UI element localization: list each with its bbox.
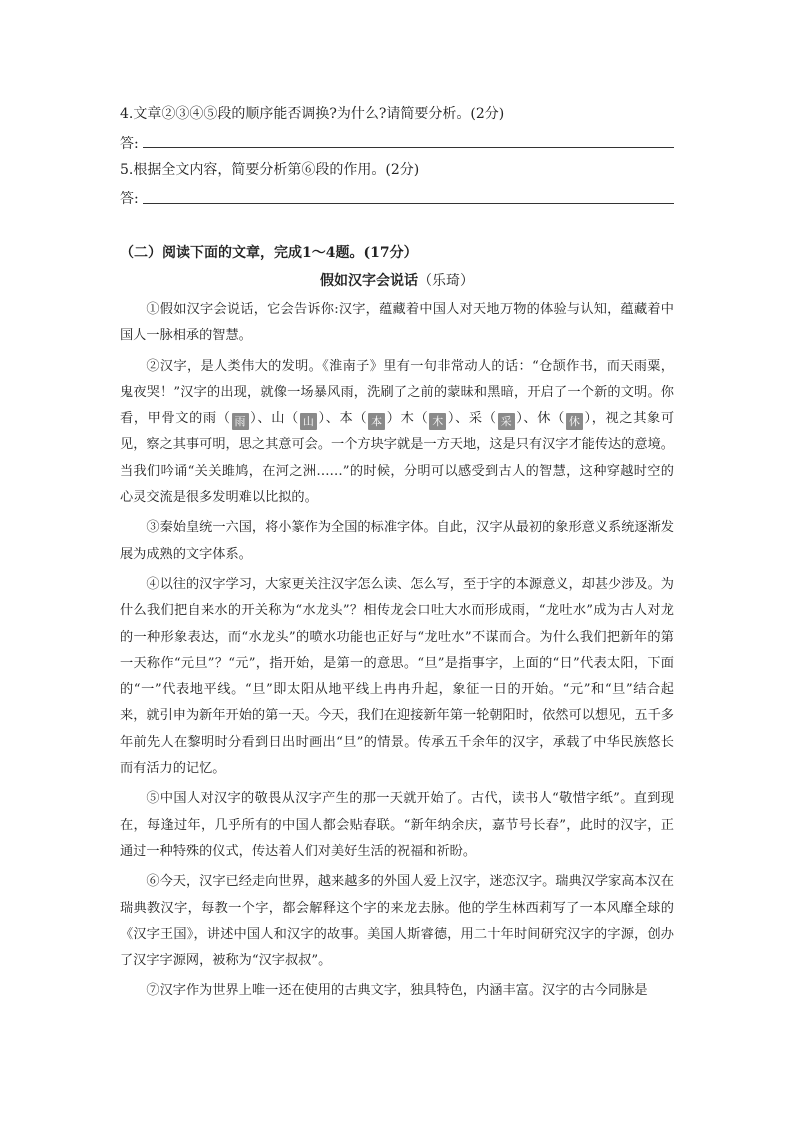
- question-4: 4.文章②③④⑤段的顺序能否调换?为什么?请简要分析。(2分): [120, 106, 505, 122]
- paragraph-2-text: ）、采（: [447, 411, 497, 427]
- article-author: （乐琦）: [418, 273, 474, 289]
- answer-5-line[interactable]: [143, 203, 674, 204]
- paragraph-2-text: ）、山（: [249, 411, 299, 427]
- paragraph-6: ⑥今天，汉字已经走向世界，越来越多的外国人爱上汉字，迷恋汉字。瑞典汉学家高本汉在瑞典教汉字，每教一个字，都会解释这个字的来龙去脉。他的学生林西莉写了一本风靡全球的《汉字王国》，讲述中国人和汉字的故事。美国人斯睿德，用二十年时间研究汉字的字源，创办了汉字字源网，被称为“汉字叔叔”。: [120, 874, 674, 969]
- paragraph-7: ⑦汉字作为世界上唯一还在使用的古典文字，独具特色，内涵丰富。汉字的古今同脉是: [146, 983, 648, 999]
- question-5: 5.根据全文内容，简要分析第⑥段的作用。(2分): [120, 162, 420, 178]
- answer-4-line[interactable]: [143, 147, 674, 148]
- paragraph-2-text: ）木（: [386, 411, 429, 427]
- paragraph-2-text: ）、休（: [515, 411, 565, 427]
- oracle-pick-glyph-icon: 采: [498, 413, 515, 430]
- oracle-root-glyph-icon: 本: [368, 413, 385, 430]
- paragraph-4: ④以往的汉字学习，大家更关注汉字怎么读、怎么写，至于字的本源意义，却甚少涉及。为什么我们把自来水的开关称为“水龙头”？相传龙会口吐大水而形成雨，“龙吐水”成为古人对龙的一种形象表达，而“水龙头”的喷水功能也正好与“龙吐水”不谋而合。为什么我们把新年的第一天称作“元旦”？“元”，指开始，是第一的意思。“旦”是指事字，上面的“日”代表太阳，下面的“一”代表地平线。“旦”即太阳从地平线上冉冉升起，象征一日的开始。“元”和“旦”结合起来，就引申为新年开始的第一天。今天，我们在迎接新年第一轮朝阳时，依然可以想见，五千多年前先人在黎明时分看到日出时画出“旦”的情景。传承五千余年的汉字，承载了中华民族悠长而有活力的记忆。: [120, 576, 674, 777]
- paragraph-1: ①假如汉字会说话，它会告诉你:汉字，蕴藏着中国人对天地万物的体验与认知，蕴藏着中国人一脉相承的智慧。: [120, 302, 674, 344]
- article-title: 假如汉字会说话: [320, 273, 418, 289]
- oracle-rain-glyph-icon: 雨: [232, 413, 249, 430]
- oracle-rest-glyph-icon: 休: [566, 413, 583, 430]
- paragraph-5: ⑤中国人对汉字的敬畏从汉字产生的那一天就开始了。古代，读书人“敬惜字纸”。直到现在，每逢过年，几乎所有的中国人都会贴春联。“新年纳余庆，嘉节号长春”，此时的汉字，正通过一种特殊的仪式，传达着人们对美好生活的祝福和祈盼。: [120, 791, 674, 859]
- article-body: [120, 297, 674, 1009]
- paragraph-2-text: ），视之其象可见，察之其事可明，思之其意可会。一个方块字就是一方天地，这是只有汉字才能传达的意境。当我们吟诵“关关雎鸠，在河之洲……”的时候，分明可以感受到古人的智慧，这种穿越时空的心灵交流是很多发明难以比拟的。: [120, 411, 675, 506]
- section-heading: （二）阅读下面的文章，完成1～4题。(17分）: [120, 245, 418, 261]
- paragraph-3: ③秦始皇统一六国，将小篆作为全国的标准字体。自此，汉字从最初的象形意义系统逐渐发展为成熟的文字体系。: [120, 520, 674, 562]
- oracle-mountain-glyph-icon: 山: [300, 413, 317, 430]
- paragraph-2-text: ②汉字，是人类伟大的发明。《淮南子》里有一句非常动人的话：“仓颉作书，而天雨粟，鬼夜哭！”汉字的出现，就像一场暴风雨，洗刷了之前的蒙昧和黑暗，开启了一个新的文明。你看，甲骨文的雨（: [120, 358, 674, 427]
- answer-4-label: 答:: [120, 136, 139, 152]
- answer-5-label: 答:: [120, 191, 139, 207]
- oracle-tree-glyph-icon: 木: [429, 413, 446, 430]
- article-title-line: [0, 271, 794, 291]
- paragraph-2: [120, 354, 674, 512]
- paragraph-2-text: ）、本（: [317, 411, 368, 427]
